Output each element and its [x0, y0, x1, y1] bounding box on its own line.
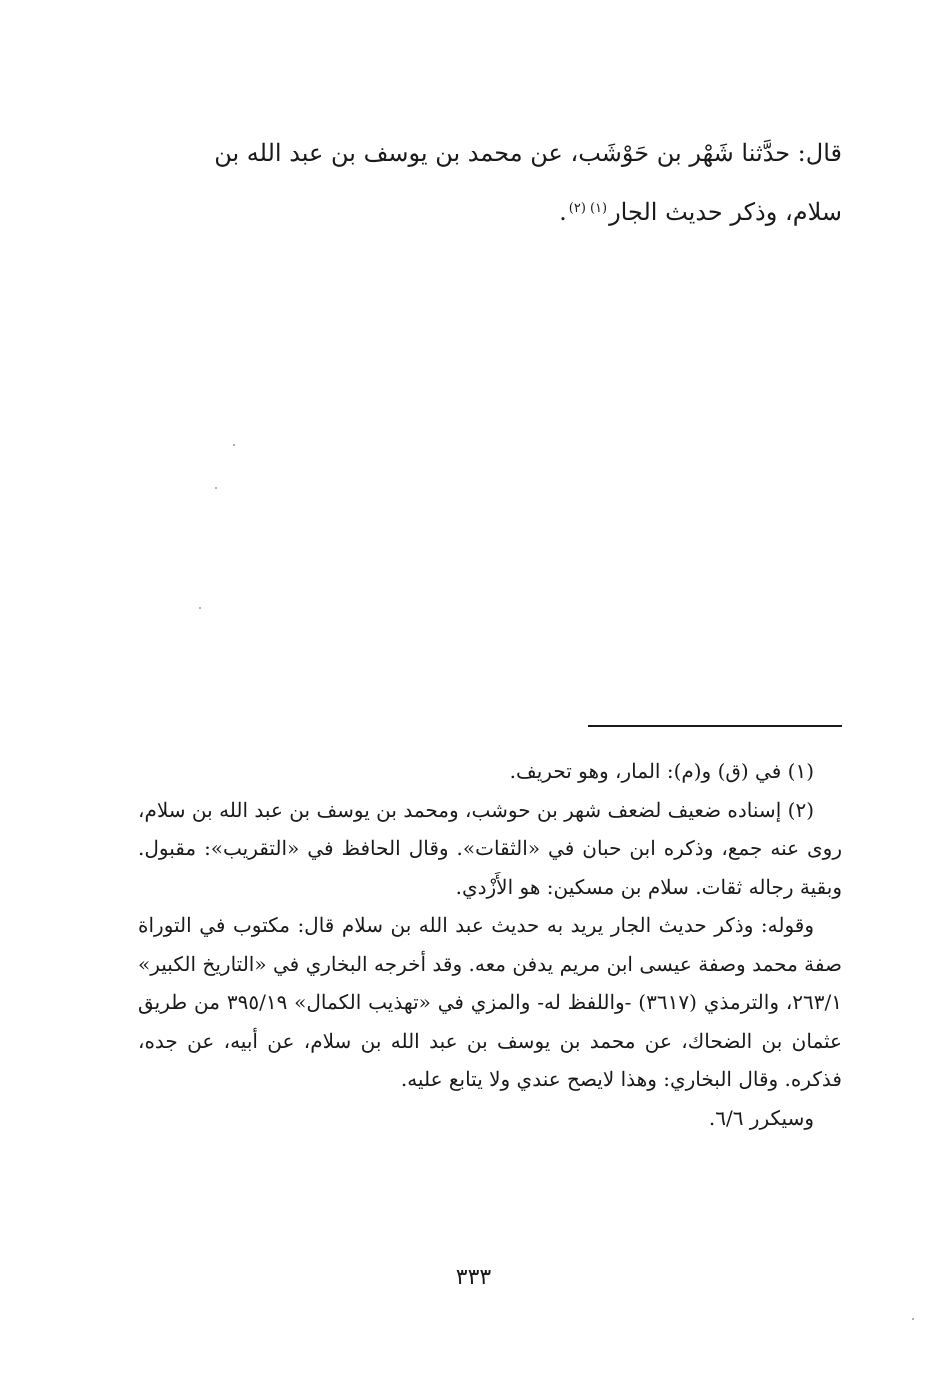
- footnote-separator-rule: [588, 725, 842, 727]
- main-text-line-2: [138, 183, 842, 242]
- main-text-line-2-end: .: [559, 198, 567, 226]
- main-text-block: [138, 124, 842, 242]
- scan-speck: [912, 1318, 914, 1320]
- main-text-line-1: قال: حدَّثنا شَهْر بن حَوْشَب، عن محمد بن يوسف بن عبد الله بن: [214, 139, 842, 167]
- main-text-line-2-body: سلام، وذكر حديث الجار: [609, 198, 842, 226]
- footnote-ref-2[interactable]: (٢): [568, 201, 586, 216]
- footnote-1: (١) في (ق) و(م): المار، وهو تحريف.: [509, 759, 814, 783]
- footnotes-block: [138, 752, 842, 1137]
- footnote-2: (٢) إسناده ضعيف لضعف شهر بن حوشب، ومحمد بن يوسف بن عبد الله بن سلام، روى عنه جمع، وذكره ابن حبان في «الثقات». وقال الحافظ في «التقريب»: مقبول. وبقية رجاله ثقات. سلام بن مسكين: هو الأَزْدي.: [138, 797, 842, 899]
- footnote-ref-1[interactable]: (١): [589, 201, 608, 216]
- page-number: ٣٣٣: [455, 1265, 492, 1290]
- footnote-2-cross-reference: وسيكرر ٦/٦.: [708, 1105, 814, 1130]
- footnote-2-continuation: وقوله: وذكر حديث الجار يريد به حديث عبد الله بن سلام قال: مكتوب في التوراة صفة محمد وصفة عيسى ابن مريم يدفن معه. وقد أخرجه البخاري في «التاريخ الكبير» ٢٦٣/١، والترمذي (٣٦١٧) -واللفظ له- والمزي في «تهذيب الكمال» ٣٩٥/١٩ من طريق عثمان بن الضحاك، عن محمد بن يوسف بن عبد الله بن سلام، عن أبيه، عن جده، فذكره. وقال البخاري: وهذا لايصح عندي ولا يتابع عليه.: [138, 913, 843, 1091]
- scan-speck: [215, 487, 217, 489]
- scan-speck: [199, 607, 201, 609]
- scan-speck: [233, 444, 235, 446]
